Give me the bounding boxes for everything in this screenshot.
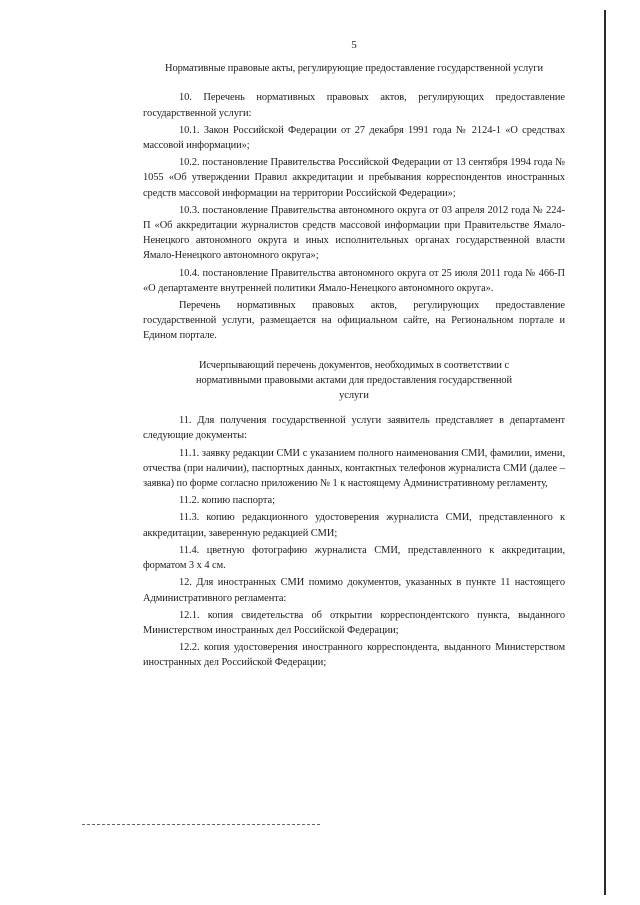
paragraph-11-3: 11.3. копию редакционного удостоверения журналиста СМИ, представленного к аккредитации, заверенную редакцией СМИ; bbox=[143, 512, 565, 539]
paragraph-11-1: 11.1. заявку редакции СМИ с указанием полного наименования СМИ, фамилии, имени, отчества (при наличии), паспортных данных, контактных телефонов журналиста СМИ (далее – заявка) по форме согласно приложению № 1 к настоящему Административному регламенту, bbox=[143, 447, 565, 490]
paragraph-10: 10. Перечень нормативных правовых актов, регулирующих предоставление государственной услуги: bbox=[143, 92, 565, 119]
paragraph-11: 11. Для получения государственной услуги заявитель представляет в департамент следующие документы: bbox=[143, 415, 565, 442]
section-heading-legal-acts: Нормативные правовые акты, регулирующие предоставление государственной услуги bbox=[165, 63, 543, 75]
page-number: 5 bbox=[351, 39, 357, 51]
paragraph-10-1: 10.1. Закон Российской Федерации от 27 декабря 1991 года № 2124-1 «О средствах массовой информации»; bbox=[143, 124, 565, 152]
document-page bbox=[143, 38, 565, 673]
paragraph-12-2: 12.2. копия удостоверения иностранного корреспондента, выданного Министерством иностранных дел Российской Федерации; bbox=[143, 642, 565, 669]
paragraph-10-4: 10.4. постановление Правительства автономного округа от 25 июля 2011 года № 466-П «О департаменте внутренней политики Ямало-Ненецкого автономного округа». bbox=[143, 267, 565, 294]
section-heading-documents: Исчерпывающий перечень документов, необходимых в соответствии с нормативными правовыми актами для предоставления государственной услуги bbox=[195, 359, 513, 402]
paragraph-11-4: 11.4. цветную фотографию журналиста СМИ, представленного к аккредитации, форматом 3 х 4 см. bbox=[143, 544, 565, 572]
paragraph-11-2: 11.2. копию паспорта; bbox=[179, 495, 275, 507]
paragraph-12-1: 12.1. копия свидетельства об открытии корреспондентского пункта, выданного Министерством иностранных дел Российской Федерации; bbox=[143, 609, 565, 636]
paragraph-acts-published: Перечень нормативных правовых актов, регулирующих предоставление государственной услуги, размещается на официальном сайте, на Региональном портале и Едином портале. bbox=[143, 300, 565, 342]
paragraph-12: 12. Для иностранных СМИ помимо документов, указанных в пункте 11 настоящего Административного регламента: bbox=[143, 577, 565, 604]
paragraph-10-3: 10.3. постановление Правительства автономного округа от 03 апреля 2012 года № 224-П «Об аккредитации журналистов средств массовой информации при Правительстве Ямало-Ненецкого автономного округа и иных исполнительных органах государственной власти Ямало-Ненецкого автономного округа»; bbox=[143, 204, 565, 262]
scan-edge-line bbox=[604, 10, 606, 895]
scan-artifact-dash bbox=[82, 824, 320, 825]
paragraph-10-2: 10.2. постановление Правительства Российской Федерации от 13 сентября 1994 года № 1055 «Об утверждении Правил аккредитации и пребывания корреспондентов иностранных средств массовой информации на территории Российской Федерации»; bbox=[143, 157, 565, 199]
